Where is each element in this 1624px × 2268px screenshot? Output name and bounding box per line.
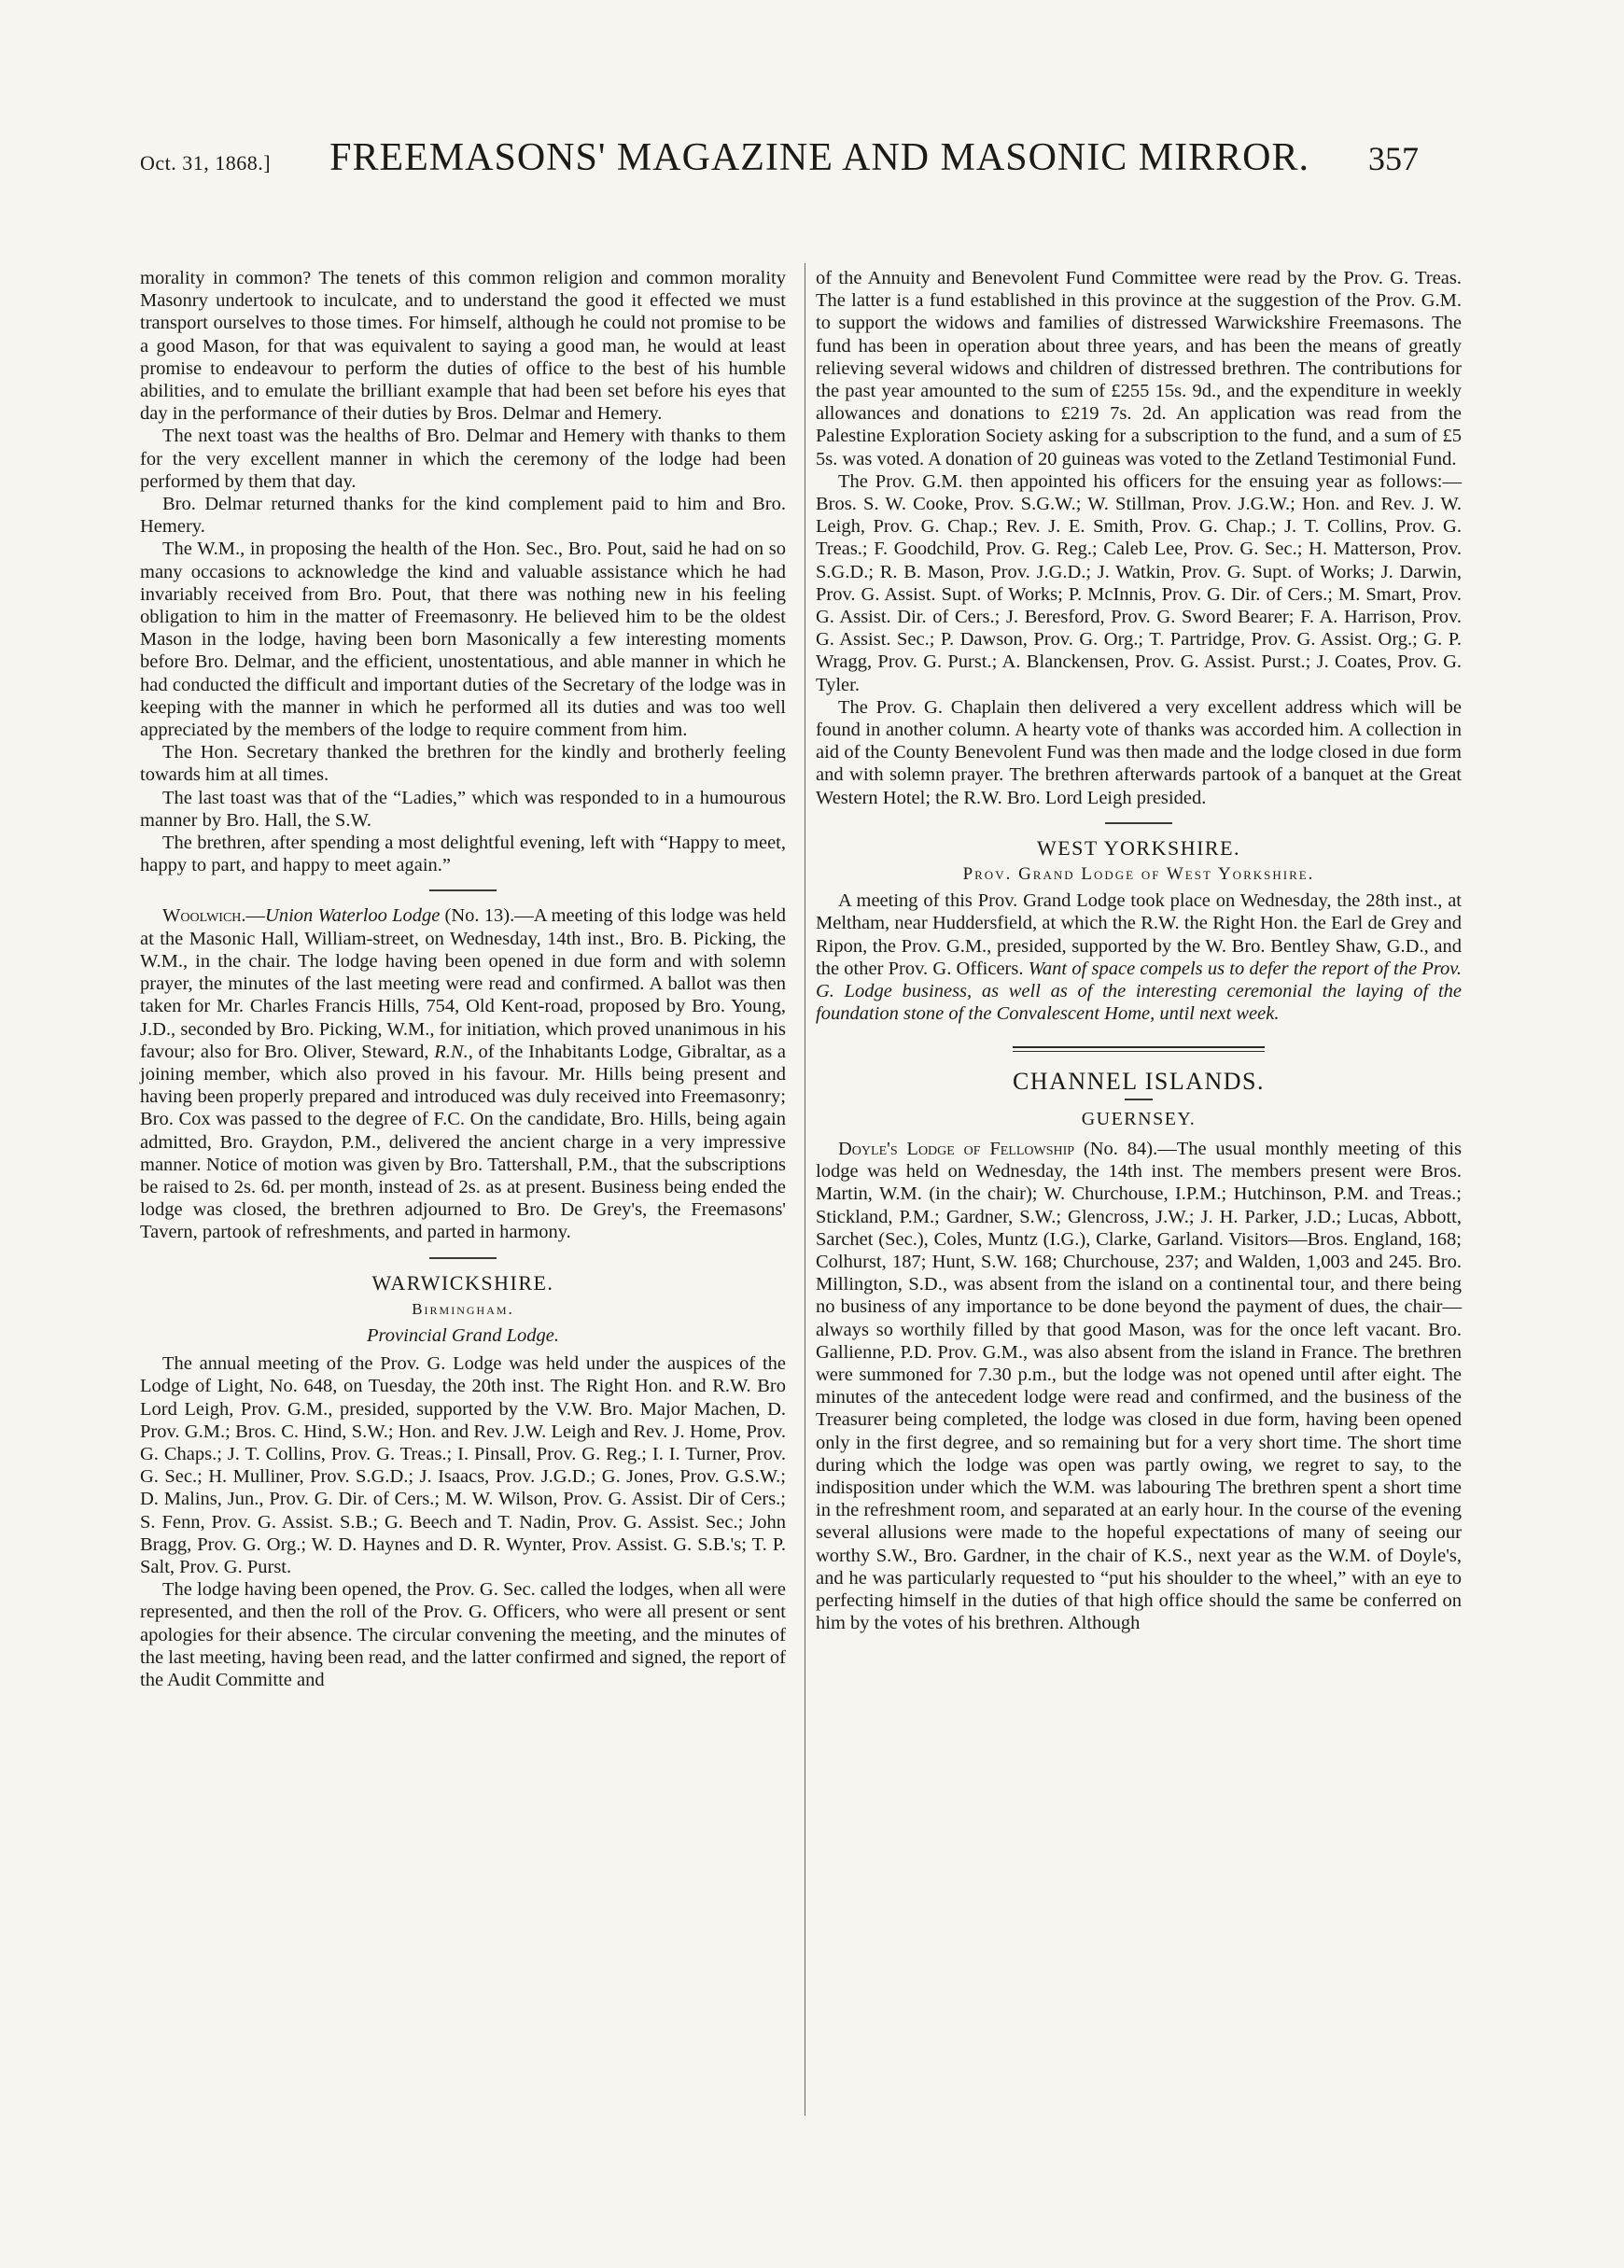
paragraph: of the Annuity and Benevolent Fund Committee were read by the Prov. G. Treas. The latter is a fund established in this province at the suggestion of the Prov. G.M. to support the widows and families of distressed Warwickshire Freemasons. The fund has been in operation about three years, and has been the means of greatly relieving several widows and children of distressed brethren. The contributions for the past year amounted to the sum of £255 15s. 9d., and the expenditure in weekly allowances and donations to £219 7s. 2d. An application was read from the Palestine Exploration Society asking for a subscription to the fund, and a sum of £5 5s. was voted. A donation of 20 guineas was voted to the Zetland Testimonial Fund. <box>816 268 1462 469</box>
paragraph: The lodge having been opened, the Prov. G. Sec. called the lodges, when all were represented, and then the roll of the Prov. G. Officers, who were all present or sent apologies for their absence. The circular convening the meeting, and the minutes of the last meeting, having been read, and the latter confirmed and signed, the report of the Audit Committe and <box>140 1579 786 1690</box>
paragraph: The brethren, after spending a most delightful evening, left with “Happy to meet, happy to part, and happy to meet again.” <box>140 833 786 876</box>
report-text-italic: R.N. <box>434 1041 469 1062</box>
section-subheading: Prov. Grand Lodge of West Yorkshire. <box>962 864 1315 885</box>
page-header <box>140 135 1419 201</box>
publication-title: FREEMASONS' MAGAZINE AND MASONIC MIRROR. <box>329 136 1309 179</box>
right-column <box>816 267 1462 1634</box>
section-rule <box>429 1257 497 1259</box>
report-text: A meeting of this Prov. Grand Lodge took place on Wednesday, the 28th inst., at Meltham, near Huddersfield, at which the R.W. the Right Hon. the Earl de Grey and Ripon, the Prov. G.M., presided, supported by the W. Bro. Bentley Shaw, G.D., and the other Prov. G. Officers. <box>816 890 1462 979</box>
lodge-name: Union Waterloo Lodge <box>265 905 441 927</box>
section-rule <box>429 889 497 891</box>
issue-date: Oct. 31, 1868.] <box>140 151 272 175</box>
report-text-italic: Want of space compels us to defer the report of the Prov. G. Lodge business, as well as of the interesting ceremonial the laying of the foundation stone of the Convalescent Home, until next week. <box>816 958 1463 1025</box>
paragraph: The next toast was the healths of Bro. Delmar and Hemery with thanks to them for the very excellent manner in which the ceremony of the lodge had been performed by them that day. <box>140 426 786 492</box>
section-heading: CHANNEL ISLANDS. <box>1012 1067 1266 1095</box>
report-text: , of the Inhabitants Lodge, Gibraltar, as a joining member, which also proved in his favour. Mr. Hills being present and having been properly prepared and introduced was duly received into Freemasonry; Bro. Cox was passed to the degree of F.C. On the candidate, Bro. Hills, being again admitted, Bro. Graydon, P.M., delivered the ancient charge in a very impressive manner. Notice of motion was given by Bro. Tattershall, P.M., that the subscriptions be raised to 2s. 6d. per month, instead of 2s. as at present. Business being ended the lodge was closed, the brethren adjourned to Bro. De Grey's, the Freemasons' Tavern, partook of refreshments, and parted in harmony. <box>140 1041 786 1243</box>
westyork-report <box>816 889 1462 1025</box>
guernsey-report <box>816 1138 1462 1634</box>
report-text: (No. 13).—A meeting of this lodge was held at the Masonic Hall, William-street, on Wednesday, 14th inst., Bro. B. Picking, the W.M., in the chair. The lodge having been opened in due form and with solemn prayer, the minutes of the last meeting were read and confirmed. A ballot was then taken for Mr. Charles Francis Hills, 754, Old Kent-road, proposed by Bro. Young, J.D., seconded by Bro. Picking, W.M., for initiation, which proved unanimous in his favour; also for Bro. Oliver, Steward, <box>140 905 786 1062</box>
paragraph: The Hon. Secretary thanked the brethren for the kindly and brotherly feeling towards him at all times. <box>140 742 786 786</box>
section-heading: WEST YORKSHIRE. <box>1036 835 1241 860</box>
paragraph: Bro. Delmar returned thanks for the kind complement paid to him and Bro. Hemery. <box>140 494 786 538</box>
paragraph: The Prov. G.M. then appointed his officers for the ensuing year as follows:—Bros. S. W. Cooke, Prov. S.G.W.; W. Stillman, Prov. J.G.W.; Hon. and Rev. J. W. Leigh, Prov. G. Chap.; Rev. J. E. Smith, Prov. G. Chap.; J. T. Collins, Prov. G. Treas.; F. Goodchild, Prov. G. Reg.; Caleb Lee, Prov. G. Sec.; H. Matterson, Prov. S.G.D.; R. B. Mason, Prov. J.G.D.; J. Watkin, Prov. G. Supt. of Works; J. Darwin, Prov. G. Assist. Supt. of Works; P. McInnis, Prov. G. Dir. of Cers.; M. Smart, Prov. G. Assist. Dir. of Cers.; J. Beresford, Prov. G. Sword Bearer; F. A. Harrison, Prov. G. Assist. Sec.; P. Dawson, Prov. G. Org.; T. Partridge, Prov. G. Assist. Org.; G. P. Wragg, Prov. G. Purst.; A. Blanckensen, Prov. G. Assist. Purst.; J. Coates, Prov. G. Tyler. <box>816 470 1462 695</box>
left-column <box>140 267 786 1691</box>
section-rule <box>1105 822 1172 824</box>
section-subheading: GUERNSEY. <box>1081 1108 1197 1129</box>
place-name: Woolwich. <box>162 905 246 927</box>
paragraph: The last toast was that of the “Ladies,” which was responded to in a humourous manner by Bro. Hall, the S.W. <box>140 787 786 831</box>
paragraph: The W.M., in proposing the health of the Hon. Sec., Bro. Pout, said he had on so many occasions to acknowledge the kind and valuable assistance which he had invariably received from Bro. Pout, that there was nothing new in his feeling obligation to him in the matter of Freemasonry. He believed him to be the oldest Mason in the lodge, having been born Masonically a few interesting moments before Bro. Delmar, and the efficient, unostentatious, and able manner in which he had conducted the difficult and important duties of the Secretary of the lodge was in keeping with the manner in which he performed all its duties and was too well appreciated by the members of the lodge to require comment from him. <box>140 539 786 741</box>
double-rule <box>1013 1046 1265 1052</box>
paragraph: morality in common? The tenets of this common religion and common morality Masonry undertook to inculcate, and to understand the good it effected we must transport ourselves to those times. For himself, although he could not promise to be a good Mason, for that was equivalent to saying a good man, he would at least promise to endeavour to perform the duties of office to the best of his humble abilities, and to emulate the brilliant example that had been set before his eyes that day in the performance of their duties by Bros. Delmar and Hemery. <box>140 268 786 425</box>
page-number: 357 <box>1367 140 1419 177</box>
paragraph: The annual meeting of the Prov. G. Lodge was held under the auspices of the Lodge of Light, No. 648, on Tuesday, the 20th inst. The Right Hon. and R.W. Bro Lord Leigh, Prov. G.M., presided, supported by the V.W. Bro. Major Machen, D. Prov. G.M.; Bros. C. Hind, S.W.; Hon. and Rev. J.W. Leigh and Rev. J. Home, Prov. G. Chaps.; J. T. Collins, Prov. G. Treas.; I. Pinsall, Prov. G. Reg.; I. I. Turner, Prov. G. Sec.; H. Mulliner, Prov. S.G.D.; J. Isaacs, Prov. J.G.D.; G. Jones, Prov. G.S.W.; D. Malins, Jun., Prov. G. Dir. of Cers.; M. W. Wilson, Prov. G. Assist. Dir of Cers.; S. Fenn, Prov. G. Assist. S.B.; G. Beech and T. Nadin, Prov. G. Assist. Sec.; John Bragg, Prov. G. Org.; W. D. Haynes and D. R. Wynter, Prov. Assist. G. S.B.'s; T. P. Salt, Prov. G. Purst. <box>140 1353 786 1577</box>
section-subheading-italic: Provincial Grand Lodge. <box>367 1324 559 1346</box>
section-subheading: Birmingham. <box>412 1299 514 1318</box>
woolwich-report: Woolwich.—Union Waterloo Lodge (No. 13).—A meeting of this lodge was held at the Masonic Hall, William-street, on Wednesday, 14th inst., Bro. B. Picking, the W.M., in the chair. The lodge having been opened in due form and with solemn prayer, the minutes of the last meeting were read and confirmed. A ballot was then taken for Mr. Charles Francis Hills, 754, Old Kent-road, proposed by Bro. Young, J.D., seconded by Bro. Picking, W.M., for initiation, which proved unanimous in his favour; also for Bro. Oliver, Steward, R.N., of the Inhabitants Lodge, Gibraltar, as a joining member, which also proved in his favour. Mr. Hills being present and having been properly prepared and introduced was duly received into Freemasonry; Bro. Cox was passed to the degree of F.C. On the candidate, Bro. Hills, being again admitted, Bro. Graydon, P.M., delivered the ancient charge in a very impressive manner. Notice of motion was given by Bro. Tattershall, P.M., that the subscriptions be raised to 2s. 6d. per month, instead of 2s. as at present. Business being ended the lodge was closed, the brethren adjourned to Bro. De Grey's, the Freemasons' Tavern, partook of refreshments, and parted in harmony. <box>140 905 786 1243</box>
report-text: (No. 84).—The usual monthly meeting of this lodge was held on Wednesday, the 14th inst. The members present were Bros. Martin, W.M. (in the chair); W. Churchouse, I.P.M.; Hutchinson, P.M. and Treas.; Stickland, P.M.; Gardner, S.W.; Glencross, J.W.; J. H. Parker, J.D.; Lucas, Abbott, Sarchet (Sec.), Coles, Muntz (I.G.), Clarke, Garland. Visitors—Bros. England, 168; Colhurst, 187; Hunt, S.W. 168; Churchouse, 237; and Walden, 1,003 and 245. Bro. Millington, S.D., was absent from the island on a continental tour, and there being no business of any importance to be done beyond the payment of dues, the chair—always so worthily filled by that good Mason, was for the once left vacant. Bro. Gallienne, P.D. Prov. G.M., was also absent from the island in France. The brethren were summoned for 7.30 p.m., but the lodge was not opened until after eight. The minutes of the antecedent lodge were read and confirmed, and the business of the Treasurer being completed, the lodge was closed in due form, having been opened only in the first degree, and so remaining but for a very short time. The short time during which the lodge was open was partly owing, we regret to say, to the indisposition under which the W.M. was labouring The brethren spent a short time in the refreshment room, and separated at an early hour. In the course of the evening several allusions were made to the hopeful expectations of many of seeing our worthy S.W., Bro. Gardner, in the chair of K.S., next year as the W.M. of Doyle's, and he was particularly requested to “put his shoulder to the wheel,” with an eye to perfecting himself in the duties of that high office should the same be conferred on him by the votes of his brethren. Although <box>816 1138 1462 1634</box>
paragraph: The Prov. G. Chaplain then delivered a very excellent address which will be found in another column. A hearty vote of thanks was accorded him. A collection in aid of the County Benevolent Fund was then made and the lodge closed in due form and with solemn prayer. The brethren afterwards partook of a banquet at the Great Western Hotel; the R.W. Bro. Lord Leigh presided. <box>816 696 1462 808</box>
section-heading: WARWICKSHIRE. <box>371 1270 554 1295</box>
lodge-name: Doyle's Lodge of Fellowship <box>838 1138 1075 1159</box>
short-rule <box>1125 1099 1153 1100</box>
